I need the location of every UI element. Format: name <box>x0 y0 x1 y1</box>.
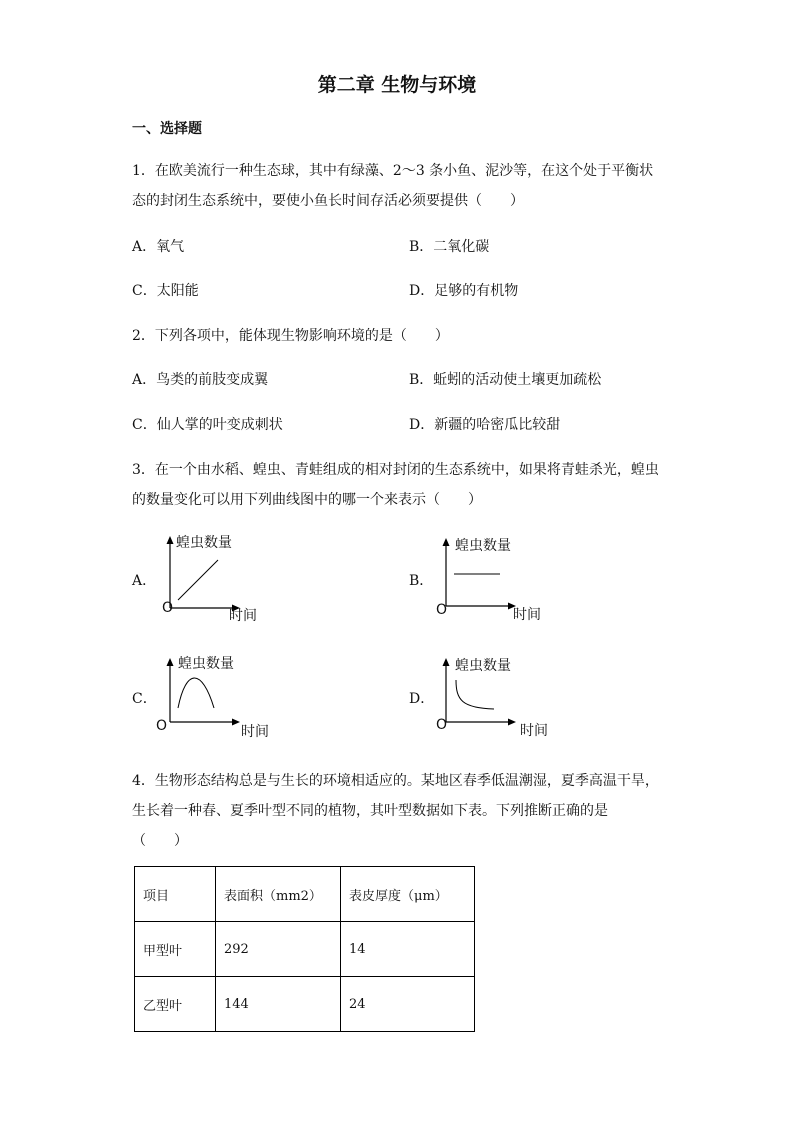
q1-option-a: A．氧气 <box>132 239 185 255</box>
q4-text-line3: （ ） <box>132 833 188 849</box>
q1-text-line1: 1．在欧美流行一种生态球，其中有绿藻、2～3 条小鱼、泥沙等，在这个处于平衡状 <box>132 163 654 179</box>
q3-graph-c-ylabel: 蝗虫数量 <box>178 656 234 672</box>
q3-graph-a-letter: A． <box>132 573 157 589</box>
q3-graph-c-xlabel: 时间 <box>241 724 269 740</box>
q1-option-c: C．太阳能 <box>132 283 199 299</box>
x-axis-arrow <box>232 719 240 726</box>
q2-option-b: B．蚯蚓的活动使土壤更加疏松 <box>409 372 602 388</box>
q4-text-line2: 生长着一种春、夏季叶型不同的植物，其叶型数据如下表。下列推断正确的是 <box>132 803 608 819</box>
table-row <box>135 922 475 977</box>
q2-option-a: A．鸟类的前肢变成翼 <box>132 372 269 388</box>
y-axis-arrow <box>167 536 174 544</box>
q3-graph-d-xlabel: 时间 <box>520 723 548 739</box>
table-cell: 144 <box>216 977 341 1032</box>
q1-text-line2: 态的封闭生态系统中，要使小鱼长时间存活必须要提供（ ） <box>132 193 524 209</box>
leaf-data-table <box>134 866 475 1032</box>
q3-text-line1: 3．在一个由水稻、蝗虫、青蛙组成的相对封闭的生态系统中，如果将青蛙杀光，蝗虫 <box>132 462 659 478</box>
table-row <box>135 977 475 1032</box>
table-header-cell: 表面积（mm2） <box>216 867 341 922</box>
y-axis-arrow <box>443 538 450 546</box>
table-cell: 292 <box>216 922 341 977</box>
section-heading: 一、选择题 <box>132 121 202 137</box>
q3-graph-b-ylabel: 蝗虫数量 <box>455 538 511 554</box>
q3-text-line2: 的数量变化可以用下列曲线图中的哪一个来表示（ ） <box>132 492 482 508</box>
table-header-cell: 表皮厚度（μm） <box>341 867 475 922</box>
curve-decreasing <box>456 680 494 709</box>
table-header-row <box>135 867 475 922</box>
q1-option-d: D．足够的有机物 <box>409 283 519 299</box>
x-axis-arrow <box>508 719 516 726</box>
y-axis-arrow <box>167 658 174 666</box>
q3-graph-a-ylabel: 蝗虫数量 <box>176 535 232 551</box>
curve-rise-then-fall <box>178 678 214 708</box>
q3-graph-d-letter: D． <box>409 691 435 707</box>
q2-option-d: D．新疆的哈密瓜比较甜 <box>409 417 561 433</box>
table-cell: 乙型叶 <box>135 977 216 1032</box>
q3-graph-a-xlabel: 时间 <box>229 608 257 624</box>
q4-text-line1: 4．生物形态结构总是与生长的环境相适应的。某地区春季低温潮湿，夏季高温干旱， <box>132 773 659 789</box>
table-cell: 24 <box>341 977 475 1032</box>
q3-graph-b-letter: B． <box>409 573 434 589</box>
q3-graph-c-letter: C． <box>132 691 157 707</box>
q2-option-c: C．仙人掌的叶变成刺状 <box>132 417 283 433</box>
q3-graph-a-origin: O <box>162 600 174 616</box>
q3-graph-b-origin: O <box>436 602 448 618</box>
y-axis-arrow <box>443 658 450 666</box>
q1-option-b: B．二氧化碳 <box>409 239 490 255</box>
table-cell: 甲型叶 <box>135 922 216 977</box>
curve-increasing <box>178 560 218 600</box>
q2-text-line1: 2．下列各项中，能体现生物影响环境的是（ ） <box>132 328 449 344</box>
q3-graph-d-ylabel: 蝗虫数量 <box>455 658 511 674</box>
table-header-cell: 项目 <box>135 867 216 922</box>
page-title: 第二章 生物与环境 <box>317 74 477 96</box>
q3-graph-b-xlabel: 时间 <box>513 607 541 623</box>
table-cell: 14 <box>341 922 475 977</box>
q3-graph-d-origin: O <box>436 717 448 733</box>
q3-graph-c-origin: O <box>156 718 168 734</box>
